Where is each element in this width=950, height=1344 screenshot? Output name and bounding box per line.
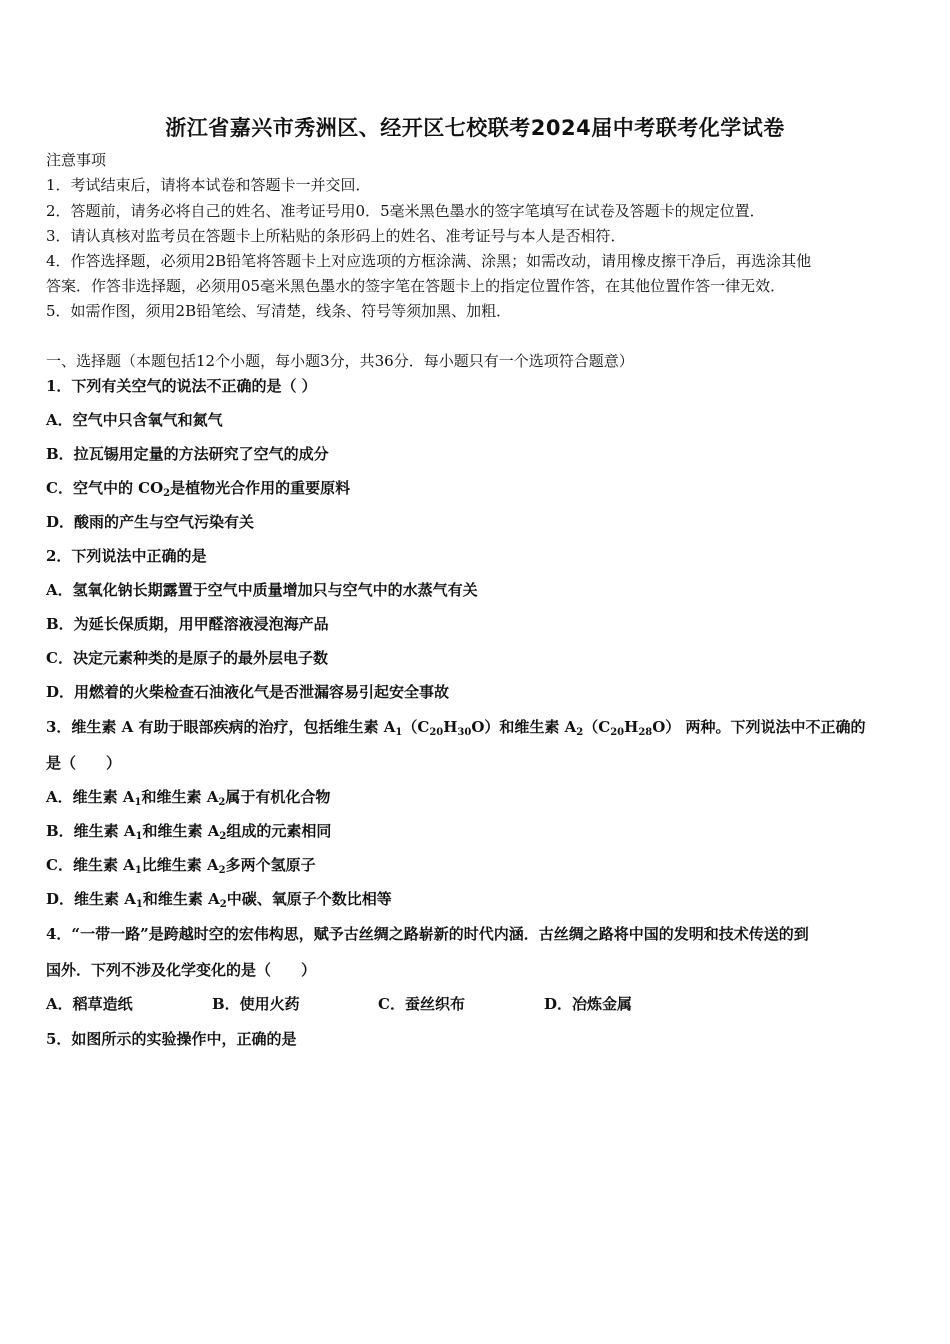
question-3-option-c: C．维生素 $A_1$比维生素 $A_2$多两个氢原子 [46,856,316,876]
question-1-option-d: D．酸雨的产生与空气污染有关 [46,513,255,531]
question-1-option-b: B．拉瓦锡用定量的方法研究了空气的成分 [46,445,329,463]
question-2-option-d: D．用燃着的火柴检查石油液化气是否泄漏容易引起安全事故 [46,683,450,701]
question-4-option-d: D．冶炼金属 [544,995,633,1013]
question-3-option-b: B．维生素 $A_1$和维生素 $A_2$组成的元素相同 [46,822,332,842]
question-2-option-a: A．氢氧化钠长期露置于空气中质量增加只与空气中的水蒸气有关 [46,581,478,599]
notice-item: 4．作答选择题，必须用2B铅笔将答题卡上对应选项的方框涂满、涂黑；如需改动，请用橡皮擦干净后，再选涂其他 [46,252,812,270]
notice-item: 1．考试结束后，请将本试卷和答题卡一并交回． [46,176,371,194]
question-2-option-b: B．为延长保质期，用甲醛溶液浸泡海产品 [46,615,329,633]
page-title: 浙江省嘉兴市秀洲区、经开区七校联考2024届中考联考化学试卷 [165,116,785,140]
notice-heading: 注意事项 [46,151,107,169]
question-3-option-d: D．维生素 $A_1$和维生素 $A_2$中碳、氧原子个数比相等 [46,890,392,910]
question-4-stem-line-1: 4．“一带一路”是跨越时空的宏伟构思，赋予古丝绸之路崭新的时代内涵．古丝绸之路将中国的发明和技术传送的到 [46,925,809,943]
question-4-stem-line-2: 国外．下列不涉及化学变化的是（ ） [46,961,317,979]
notice-item: 5．如需作图，须用2B铅笔绘、写清楚，线条、符号等须加黑、加粗． [46,302,512,320]
question-4-options [46,994,632,1014]
notice-item: 2．答题前，请务必将自己的姓名、准考证号用0．5毫米黑色墨水的签字笔填写在试卷及答题卡的规定位置． [46,202,765,220]
question-2-stem: 2．下列说法中正确的是 [46,547,207,565]
question-4-option-b: B．使用火药 [212,995,300,1013]
question-4-option-a: A．稻草造纸 [46,995,133,1013]
question-3-option-a: A．维生素 $A_1$和维生素 $A_2$属于有机化合物 [46,788,331,808]
question-2-option-c: C．决定元素种类的是原子的最外层电子数 [46,649,328,667]
question-3-stem-line-1: 3．维生素 A 有助于眼部疾病的治疗，包括维生素 $A_1(C_{20}H_{30}O)$和维生素 $A_2(C_{20}H_{28}O)$ 两种。下列说法中不正确的 [46,718,866,738]
notice-item: 答案．作答非选择题，必须用05毫米黑色墨水的签字笔在答题卡上的指定位置作答，在其他位置作答一律无效． [46,277,786,295]
question-1-option-c: C．空气中的 $CO_2$是植物光合作用的重要原料 [46,479,351,499]
section-heading: 一、选择题（本题包括12个小题，每小题3分，共36分．每小题只有一个选项符合题意） [46,352,634,370]
question-1-stem: 1．下列有关空气的说法不正确的是（ ） [46,377,317,395]
question-1-option-a: A．空气中只含氧气和氮气 [46,411,223,429]
question-5-stem: 5．如图所示的实验操作中，正确的是 [46,1030,297,1048]
question-3-stem-line-2: 是（ ） [46,754,122,772]
question-4-option-c: C．蚕丝织布 [378,995,465,1013]
notice-item: 3．请认真核对监考员在答题卡上所粘贴的条形码上的姓名、准考证号与本人是否相符． [46,227,626,245]
